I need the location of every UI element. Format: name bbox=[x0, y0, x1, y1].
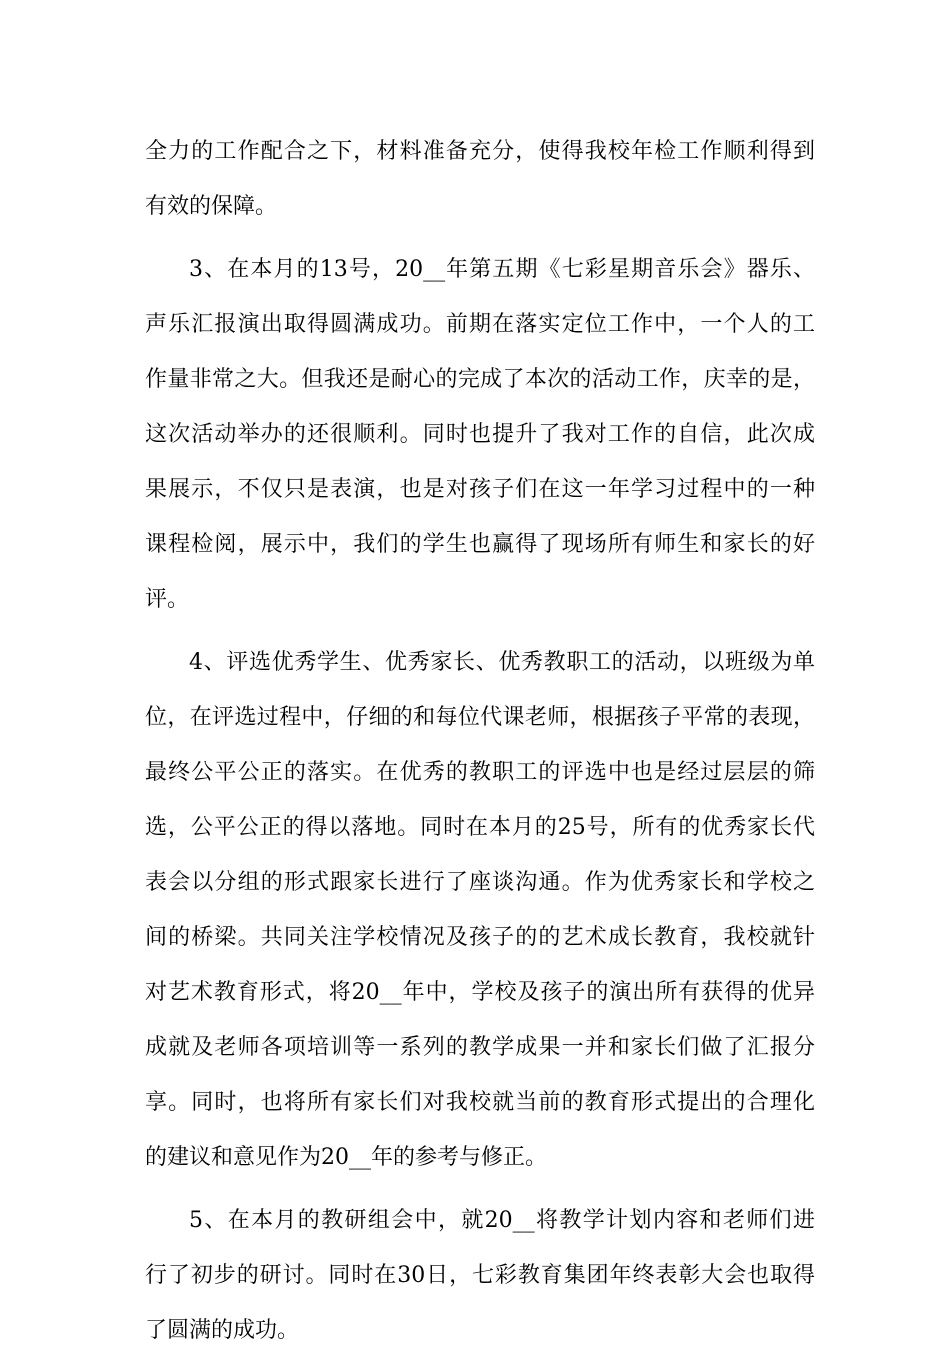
paragraph bbox=[145, 242, 815, 627]
paragraph bbox=[145, 1193, 815, 1358]
text-line: 果展示，不仅只是表演，也是对孩子们在这一年学习过程中的一种 bbox=[145, 477, 815, 502]
text-line: 位，在评选过程中，仔细的和每位代课老师，根据孩子平常的表现， bbox=[145, 705, 815, 730]
text-line: 作量非常之大。但我还是耐心的完成了本次的活动工作，庆幸的是， bbox=[145, 367, 815, 392]
text-line: 评。 bbox=[145, 587, 190, 612]
text-line: 成就及老师各项培训等一系列的教学成果一并和家长们做了汇报分 bbox=[145, 1035, 815, 1060]
text-line: 的建议和意见作为20__年的参考与修正。 bbox=[145, 1145, 547, 1170]
text-line: 5、在本月的教研组会中，就20__将教学计划内容和老师们进 bbox=[189, 1208, 815, 1233]
document-body bbox=[145, 124, 815, 1358]
text-line: 间的桥梁。共同关注学校情况及孩子的的艺术成长教育，我校就针 bbox=[145, 925, 815, 950]
text-line: 4、评选优秀学生、优秀家长、优秀教职工的活动，以班级为单 bbox=[189, 650, 815, 675]
text-line: 这次活动举办的还很顺利。同时也提升了我对工作的自信，此次成 bbox=[145, 422, 815, 447]
text-line: 选，公平公正的得以落地。同时在本月的25号，所有的优秀家长代 bbox=[145, 815, 815, 840]
text-line: 有效的保障。 bbox=[145, 194, 278, 219]
text-line: 全力的工作配合之下，材料准备充分，使得我校年检工作顺利得到 bbox=[145, 139, 815, 164]
text-line: 声乐汇报演出取得圆满成功。前期在落实定位工作中，一个人的工 bbox=[145, 312, 815, 337]
text-line: 对艺术教育形式，将20__年中，学校及孩子的演出所有获得的优异 bbox=[145, 980, 815, 1005]
text-line: 行了初步的研讨。同时在30日，七彩教育集团年终表彰大会也取得 bbox=[145, 1263, 815, 1288]
text-line: 最终公平公正的落实。在优秀的教职工的评选中也是经过层层的筛 bbox=[145, 760, 815, 785]
text-line: 课程检阅，展示中，我们的学生也赢得了现场所有师生和家长的好 bbox=[145, 532, 815, 557]
text-line: 3、在本月的13号，20__年第五期《七彩星期音乐会》器乐、 bbox=[189, 257, 815, 282]
paragraph bbox=[145, 635, 815, 1185]
text-line: 表会以分组的形式跟家长进行了座谈沟通。作为优秀家长和学校之 bbox=[145, 870, 815, 895]
text-line: 了圆满的成功。 bbox=[145, 1318, 300, 1343]
paragraph bbox=[145, 124, 815, 234]
text-line: 享。同时，也将所有家长们对我校就当前的教育形式提出的合理化 bbox=[145, 1090, 815, 1115]
